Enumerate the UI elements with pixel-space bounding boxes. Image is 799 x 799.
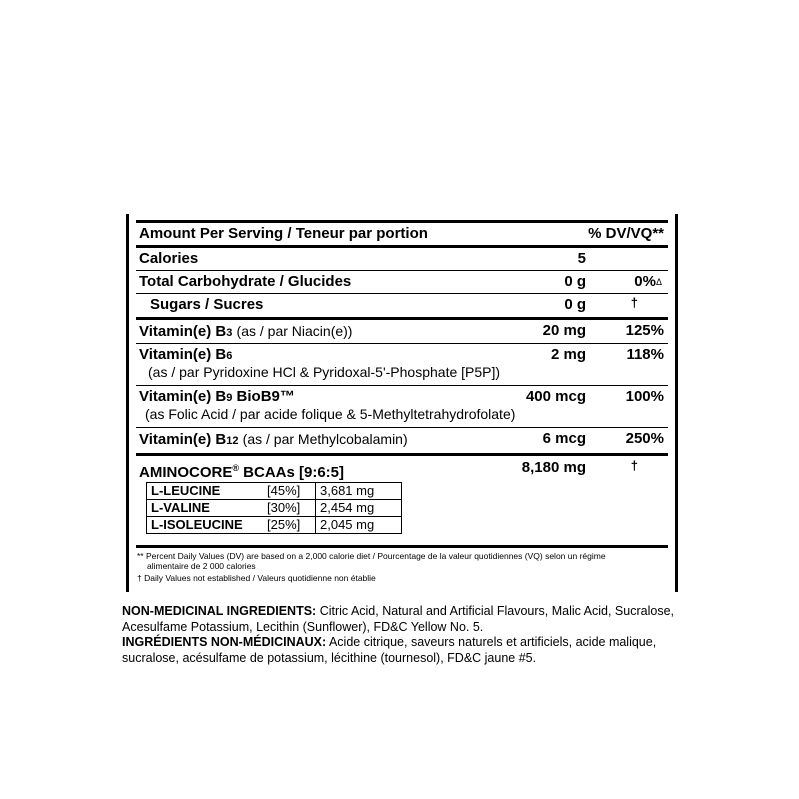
vitamin-label: Vitamin(e) B (139, 346, 227, 363)
nutrient-dv: 125% (625, 322, 664, 339)
amount-per-serving-heading: Amount Per Serving / Teneur par portion (139, 225, 428, 242)
divider (136, 245, 668, 248)
footnote-dv-cont: alimentaire de 2 000 calories (147, 561, 256, 571)
amino-percent: [25%] (263, 517, 316, 534)
nutrient-dv: 250% (625, 430, 664, 447)
amino-amount: 3,681 mg (316, 483, 402, 500)
nutrient-detail: (as / par Methylcobalamin) (242, 431, 408, 447)
vitamin-number: 6 (226, 350, 233, 362)
nutrient-dv: 118% (626, 346, 664, 363)
sugars-row (136, 294, 668, 316)
footnote-dv: ** Percent Daily Values (DV) are based on a 2,000 calorie diet / Pourcentage de la valeur quotidiennes (VQ) selon un régime (137, 551, 606, 561)
vitamin-b3-row (136, 320, 668, 342)
dv-heading: % DV/VQ** (588, 225, 664, 242)
nutrient-name (139, 388, 295, 407)
amino-name: L-ISOLEUCINE (147, 517, 264, 534)
nutrient-dv: 100% (625, 388, 664, 405)
ingredients-en-text: Citric Acid, Natural and Artificial Flavours, Malic Acid, Sucralose, Acesulfame Potassium, Lecithin (Sunflower), FD&C Yellow No. 5. (122, 604, 674, 634)
nutrient-amount: 8,180 mg (521, 459, 586, 476)
ingredients-block (122, 604, 682, 666)
nutrient-name: Sugars / Sucres (150, 296, 264, 313)
nutrient-amount: 400 mcg (525, 388, 586, 405)
vitamin-number: 9 (226, 392, 233, 404)
nutrient-name (139, 346, 232, 365)
vitamin-b6-row (136, 344, 668, 384)
divider (136, 220, 668, 223)
amino-name: L-LEUCINE (147, 483, 264, 500)
nutrient-amount: 6 mcg (542, 430, 586, 447)
carbohydrate-row (136, 272, 668, 292)
calories-row (136, 249, 668, 269)
vitamin-number: 12 (226, 435, 239, 447)
aminocore-row (136, 457, 668, 479)
nutrient-name: Calories (139, 250, 199, 267)
vitamin-label: Vitamin(e) B (139, 388, 227, 405)
table-row (147, 517, 402, 534)
nutrient-dv: † (630, 458, 638, 473)
dv-value: 0% (634, 273, 656, 290)
nutrient-name: Total Carbohydrate / Glucides (139, 273, 352, 290)
amino-amount: 2,454 mg (316, 500, 402, 517)
nutrient-amount: 20 mg (542, 322, 586, 339)
vitamin-b12-row (136, 428, 668, 452)
nutrient-amount: 0 g (564, 296, 586, 313)
brand-name: AMINOCORE (139, 464, 233, 481)
amino-amount: 2,045 mg (316, 517, 402, 534)
divider (136, 270, 668, 271)
header-row (136, 224, 668, 244)
nutrient-detail: (as Folic Acid / par acide folique & 5-Methyltetrahydrofolate) (145, 406, 516, 422)
table-row (147, 500, 402, 517)
ingredients-fr-label: INGRÉDIENTS NON-MÉDICINAUX: (122, 635, 327, 649)
amino-percent: [45%] (263, 483, 316, 500)
registered-mark: ® (232, 463, 239, 473)
nutrition-facts-panel (126, 214, 678, 592)
blend-name: BCAAs [9:6:5] (243, 464, 345, 481)
nutrient-dv: † (630, 295, 638, 310)
vitamin-b9-row (136, 386, 668, 426)
amino-name: L-VALINE (147, 500, 264, 517)
vitamin-brand: BioB9™ (236, 388, 295, 405)
nutrient-amount: 0 g (564, 273, 586, 290)
vitamin-label: Vitamin(e) B (139, 323, 227, 340)
ingredients-fr-text: Acide citrique, saveurs naturels et artificiels, acide malique, sucralose, acésulfame de potassium, lécithine (tournesol), FD&C jaune #5. (122, 635, 657, 665)
nutrient-detail: (as / par Pyridoxine HCl & Pyridoxal-5'-Phosphate [P5P]) (148, 364, 501, 380)
nutrient-name (139, 459, 344, 482)
divider (136, 545, 668, 548)
vitamin-label: Vitamin(e) B (139, 431, 227, 448)
nutrient-name (139, 430, 408, 450)
footnote-not-established: † Daily Values not established / Valeurs quotidienne non établie (137, 573, 376, 583)
bcaa-breakdown-table (146, 482, 402, 534)
nutrient-name (139, 322, 352, 342)
nutrient-amount: 2 mg (550, 346, 586, 363)
nutrient-detail: (as / par Niacin(e)) (236, 323, 353, 339)
nutrient-amount: 5 (577, 250, 586, 267)
vitamin-number: 3 (226, 327, 233, 339)
amino-percent: [30%] (263, 500, 316, 517)
ingredients-en-label: NON-MEDICINAL INGREDIENTS: (122, 604, 317, 618)
table-row (147, 483, 402, 500)
nutrient-dv (634, 273, 662, 291)
delta-mark: Δ (655, 277, 662, 287)
ingredients-english (122, 604, 682, 635)
divider (136, 453, 668, 456)
ingredients-french (122, 635, 682, 666)
